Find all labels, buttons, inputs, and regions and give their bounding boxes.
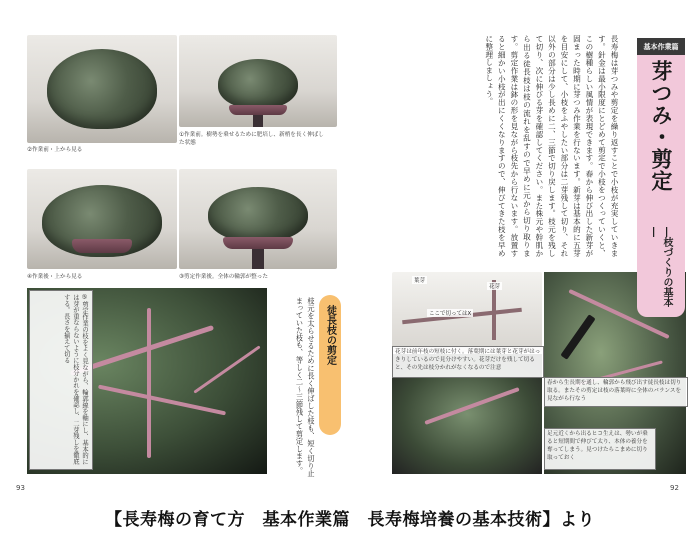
caption-right: 春から生長期を通し、輪郭から飛び出す徒長枝は切り取る。またその剪定は枝の落葉時に全体のバランスを見ながら行なう xyxy=(547,380,682,403)
bonsai-pot xyxy=(229,105,287,115)
caption-bottom: 足元近くから出るヒコ生えは、勢いが乗ると短期間で伸びて太り、本体の養分を奪ってしまう。見つけたらこまめに切り取っておく xyxy=(547,431,648,462)
bonsai-foliage xyxy=(218,59,298,109)
label-leaf-bud: 葉芽 xyxy=(414,278,426,284)
photo-after-top-view xyxy=(27,169,177,269)
bonsai-foliage xyxy=(47,49,157,129)
bonsai-pot xyxy=(223,237,293,249)
label-cut-here: ここで切ってはX xyxy=(429,311,472,317)
caption-main: 花芽は前年枝の短枝に付く。落葉期には葉芽と花芽がはっきりしているので見分けやすい。花芽だけを残して切ると、その先は枝分かれがなくなるので注意 xyxy=(395,349,541,372)
caption-p5: ⑤剪定作業の枝をよく見ながら、輪郭線を軸にし、基本的には芽が重ならないように枝分かれを確認し、二芽残しを徹底する。長さを揃えて切る xyxy=(62,294,88,465)
page-subtitle: ―枝づくりの基本― xyxy=(648,227,672,307)
caption-p1: ①作業前。樹勢を乗せるために肥培し、新梢を長く伸ばした状態 xyxy=(179,132,324,147)
bonsai-pot xyxy=(72,239,132,253)
branch xyxy=(424,387,519,425)
caption-p2: ②作業前・上から見る xyxy=(27,147,83,153)
photo-pruning-closeup xyxy=(27,288,267,474)
photo-before-top-view xyxy=(27,35,177,143)
caption-box xyxy=(29,290,93,470)
section-heading: 徒長枝の剪定 xyxy=(324,305,336,365)
bonsai-stand xyxy=(253,115,263,127)
photo-before-side-view xyxy=(179,35,337,127)
bonsai-stand xyxy=(252,249,264,269)
caption-box xyxy=(392,346,544,378)
section-heading-box xyxy=(319,295,341,435)
category-tag: 基本作業篇 xyxy=(637,38,685,55)
page-number-right: 92 xyxy=(670,484,679,492)
page-number-left: 93 xyxy=(16,484,25,492)
caption-box xyxy=(544,377,688,407)
branch xyxy=(147,308,151,458)
right-body-text: 長寿梅は芽つみや剪定を繰り返すことで小枝が充実していきます。針金は最小限度にとどめて剪定で小枝をつくっていくと、この樹種らしい風情が表現できます。春から伸び出した新芽が固まった時期に芽つみ作業を行ないます。新芽は基本的に五芽を目安にして、小枝をふやしたい部分は二芽残して切り、それ以外の部分は少し長めに二、三節で切り戻します。枝元を残して切り、次に伸びる芽を確認してください。また株元や幹肌から出る徒長枝は枝の流れを乱すので早めに元から切り取ります。剪定作業は鉢の形を見ながら枝先から行ないます。放置すると細かい小枝が出にくくなりますので、伸びてきた枝を早めに整理しましょう。 xyxy=(484,35,619,257)
branch xyxy=(193,345,260,393)
book-spread xyxy=(14,14,686,492)
page-title: 芽つみ・剪定 xyxy=(649,60,673,192)
caption-p4: ④作業後・上から見る xyxy=(27,274,83,280)
photo-after-side-view xyxy=(179,169,337,269)
caption-box xyxy=(544,428,656,470)
branch xyxy=(98,385,226,416)
left-body-text: 枝元を太らせるために長く伸ばした枝も、短く切り止まっていた枝も、等しく二〜三節残して剪定します。 xyxy=(295,297,316,477)
left-page xyxy=(14,14,344,492)
bonsai-foliage xyxy=(208,187,308,242)
scissors-icon xyxy=(560,314,595,360)
right-page xyxy=(352,14,686,492)
source-footer: 【長寿梅の育て方 基本作業篇 長寿梅培養の基本技術】より xyxy=(105,510,595,530)
caption-p3: ③剪定作業後。全体の輪郭が整った xyxy=(179,274,268,280)
label-flower-bud: 花芽 xyxy=(489,284,501,290)
